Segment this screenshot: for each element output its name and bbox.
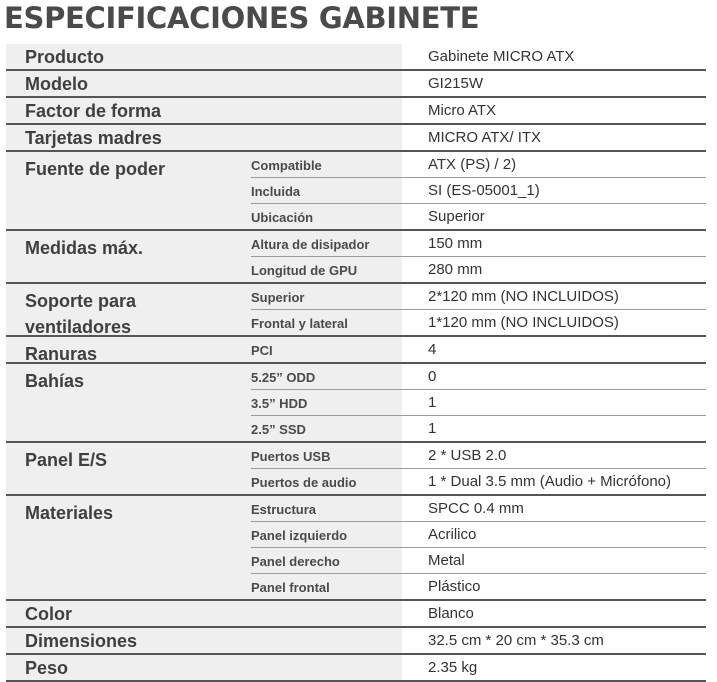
spec-value-cell (402, 231, 706, 282)
spec-value: 1*120 mm (NO INCLUIDOS) (428, 314, 619, 331)
spec-category: Dimensiones (25, 631, 138, 651)
spec-category: Materiales (25, 503, 114, 523)
spec-value: 280 mm (428, 261, 483, 278)
spec-value-cell (402, 655, 706, 680)
spec-label-cell (6, 364, 402, 441)
spec-row (6, 125, 706, 152)
spec-label-cell (6, 655, 402, 680)
spec-subcategory: Frontal y lateral (251, 316, 348, 331)
spec-row (6, 231, 706, 284)
spec-value: 4 (428, 341, 437, 358)
spec-row (6, 44, 706, 71)
spec-label-cell (6, 231, 402, 282)
spec-subcategory: Panel izquierdo (251, 522, 402, 548)
spec-category: Ranuras (25, 344, 98, 364)
spec-row (6, 496, 706, 601)
spec-row (6, 601, 706, 628)
spec-value-cell (402, 337, 706, 362)
spec-subcategory: Altura de disipador (251, 231, 402, 257)
spec-value: 2.35 kg (428, 659, 478, 676)
spec-table (6, 44, 706, 682)
spec-subcategories (251, 496, 402, 599)
spec-subcategory: Compatible (251, 152, 402, 178)
spec-subcategory: Puertos de audio (251, 475, 357, 490)
spec-value-cell (402, 71, 706, 96)
spec-subcategory: PCI (251, 343, 273, 358)
spec-row (6, 628, 706, 655)
spec-value-cell (402, 443, 706, 494)
spec-subcategories (251, 231, 402, 282)
spec-row (6, 152, 706, 231)
spec-row (6, 337, 706, 364)
spec-label-cell (6, 337, 402, 362)
spec-value-cell (402, 601, 706, 626)
spec-category: Peso (25, 658, 69, 678)
spec-subcategory: 5.25” ODD (251, 364, 402, 390)
spec-category: Soporte para ventiladores (25, 291, 137, 337)
spec-subcategories (251, 152, 402, 229)
spec-row (6, 655, 706, 682)
spec-value-cell (402, 284, 706, 335)
spec-row (6, 364, 706, 443)
spec-value: SI (ES-05001_1) (402, 178, 706, 204)
spec-value: Blanco (428, 605, 474, 622)
spec-label-cell (6, 71, 402, 96)
spec-value: 32.5 cm * 20 cm * 35.3 cm (428, 632, 604, 649)
spec-value: Acrilico (402, 522, 706, 548)
spec-value-cell (402, 496, 706, 599)
spec-value: 1 (402, 390, 706, 416)
spec-subcategories (251, 443, 402, 494)
spec-value-cell (402, 44, 706, 69)
spec-subcategory: Incluida (251, 178, 402, 204)
spec-label-cell (6, 152, 402, 229)
spec-row (6, 284, 706, 337)
spec-value-cell (402, 125, 706, 150)
spec-category: Fuente de poder (25, 159, 166, 179)
spec-label-cell (6, 443, 402, 494)
spec-subcategories (251, 337, 402, 362)
spec-label-cell (6, 44, 402, 69)
spec-row (6, 98, 706, 125)
spec-value: 0 (402, 364, 706, 390)
spec-value: Superior (428, 208, 485, 225)
spec-subcategory: Estructura (251, 496, 402, 522)
spec-subcategories (251, 364, 402, 441)
spec-category: Modelo (25, 74, 88, 94)
spec-category: Bahías (25, 371, 85, 391)
page-title: ESPECIFICACIONES GABINETE (4, 1, 480, 35)
spec-value: MICRO ATX/ ITX (428, 129, 542, 146)
spec-value-cell (402, 628, 706, 653)
spec-label-cell (6, 601, 402, 626)
spec-label-cell (6, 98, 402, 123)
spec-subcategory: 2.5” SSD (251, 422, 306, 437)
spec-subcategory: Longitud de GPU (251, 263, 358, 278)
spec-value: 2*120 mm (NO INCLUIDOS) (402, 284, 706, 310)
spec-value: 1 (428, 420, 437, 437)
spec-label-cell (6, 496, 402, 599)
spec-value: SPCC 0.4 mm (402, 496, 706, 522)
spec-value: 150 mm (402, 231, 706, 257)
spec-subcategory: Panel derecho (251, 548, 402, 574)
spec-value-cell (402, 364, 706, 441)
spec-category: Medidas máx. (25, 238, 144, 258)
spec-value: ATX (PS) / 2) (402, 152, 706, 178)
spec-value-cell (402, 98, 706, 123)
spec-value: 1 * Dual 3.5 mm (Audio + Micrófono) (428, 473, 672, 490)
spec-subcategory: 3.5” HDD (251, 390, 402, 416)
spec-subcategory: Puertos USB (251, 443, 402, 469)
spec-subcategory: Panel frontal (251, 580, 330, 595)
spec-value-cell (402, 152, 706, 229)
spec-subcategory: Superior (251, 284, 402, 310)
spec-row (6, 71, 706, 98)
spec-value: Metal (402, 548, 706, 574)
spec-value: Micro ATX (428, 102, 497, 119)
spec-category: Tarjetas madres (25, 128, 162, 148)
spec-subcategory: Ubicación (251, 210, 314, 225)
spec-value: Gabinete MICRO ATX (428, 48, 575, 65)
spec-label-cell (6, 284, 402, 335)
spec-value: 2 * USB 2.0 (402, 443, 706, 469)
spec-label-cell (6, 628, 402, 653)
spec-row (6, 443, 706, 496)
spec-subcategories (251, 284, 402, 335)
spec-category: Factor de forma (25, 101, 162, 121)
spec-category: Color (25, 604, 72, 624)
spec-category: Producto (25, 47, 104, 67)
spec-value: Plástico (428, 578, 481, 595)
spec-category: Panel E/S (25, 450, 108, 470)
spec-value: GI215W (428, 75, 484, 92)
spec-label-cell (6, 125, 402, 150)
